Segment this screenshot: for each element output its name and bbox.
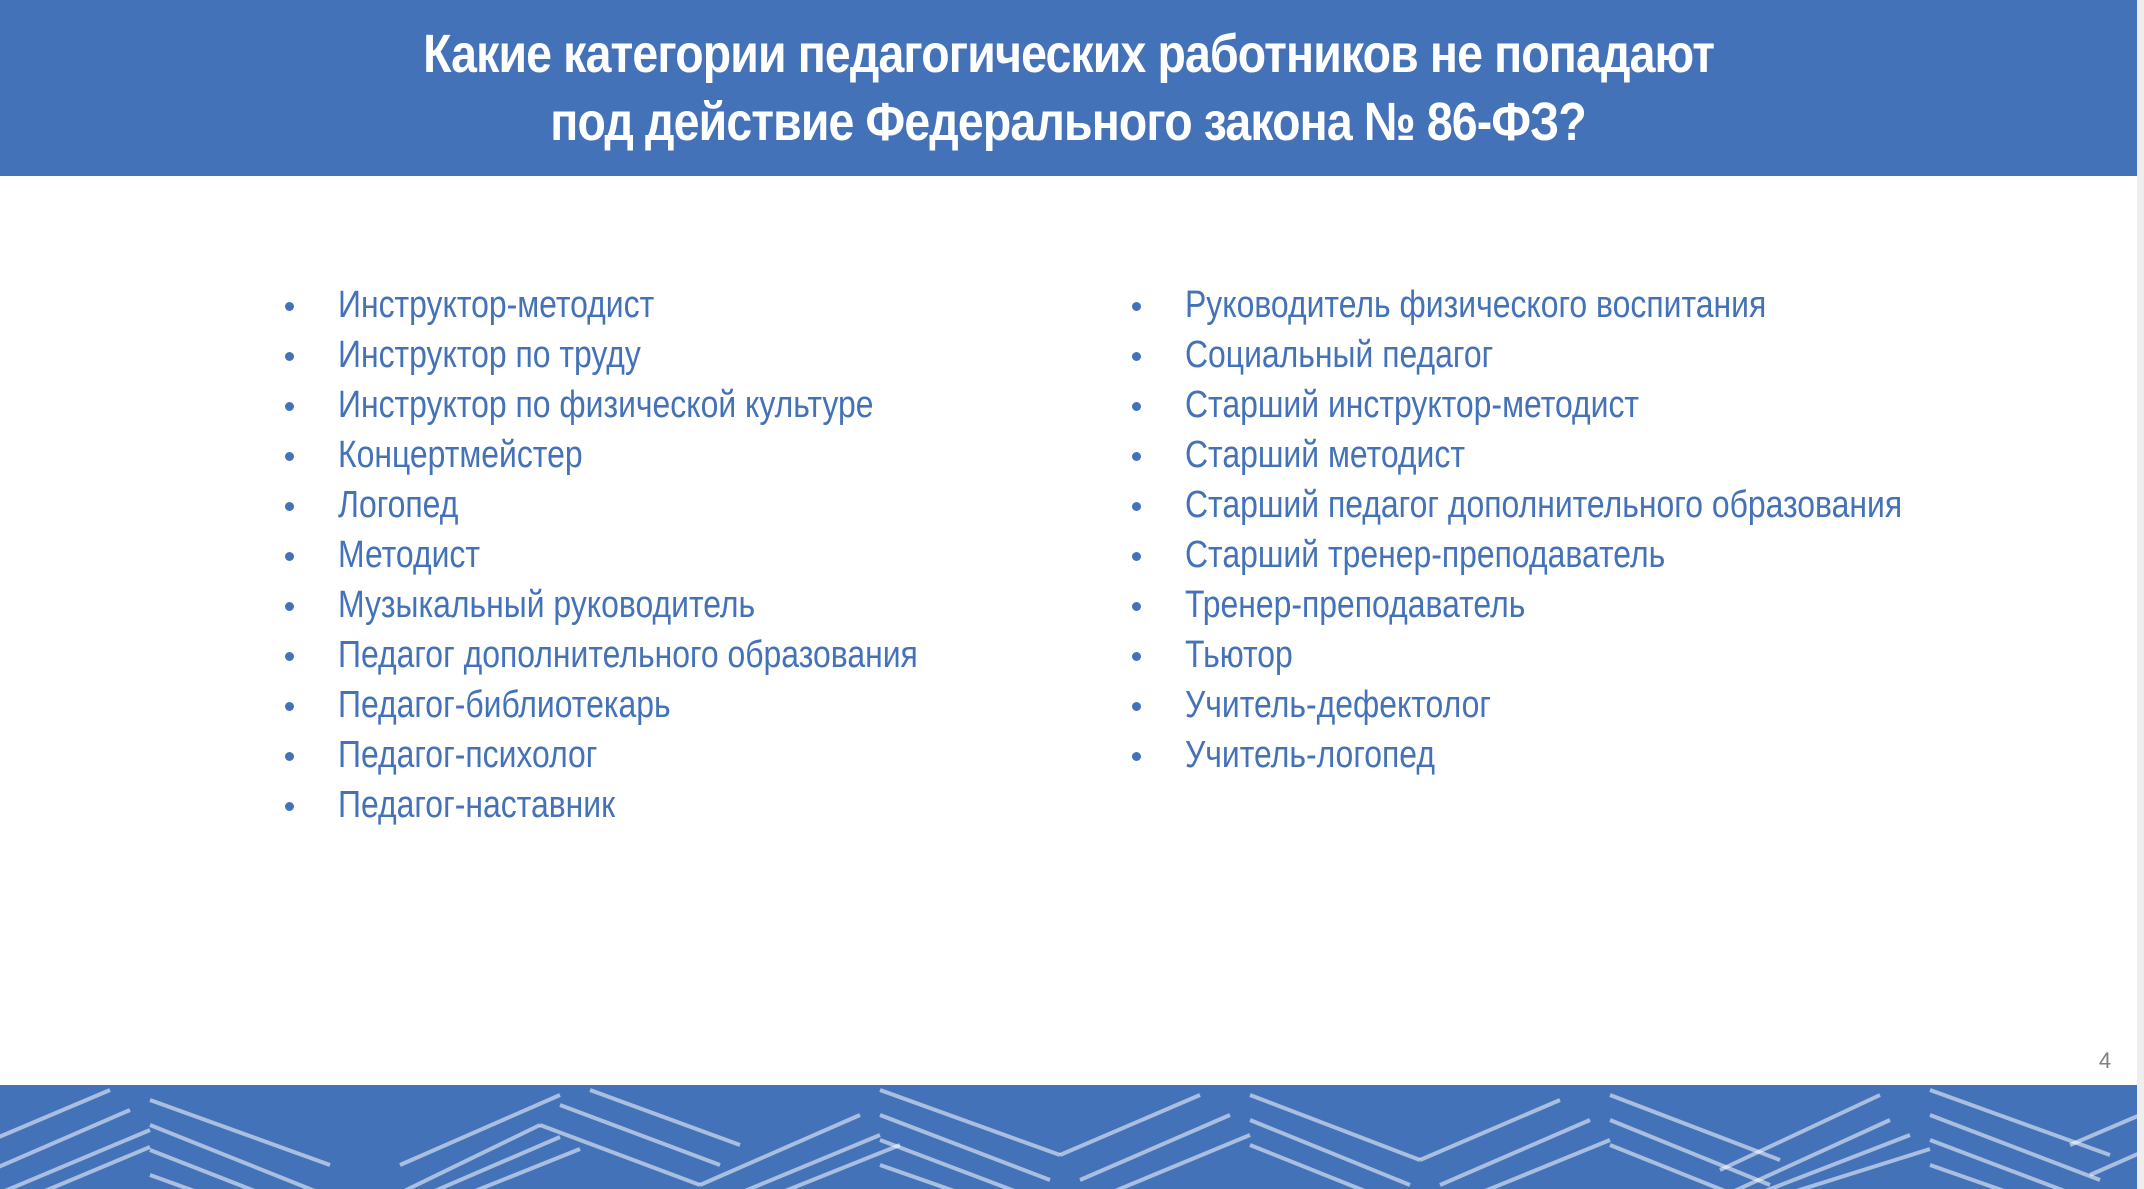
- bullet-icon: [1132, 602, 1141, 611]
- list-item: [280, 380, 1028, 430]
- footer-decorative-band: [0, 1085, 2137, 1189]
- bullet-icon: [1132, 402, 1141, 411]
- list-item: [280, 780, 1028, 830]
- list-item: [1127, 730, 2039, 780]
- chevron-pattern-decoration: [0, 1085, 2137, 1189]
- list-item: [1127, 280, 2039, 330]
- list-item: [1127, 380, 2039, 430]
- list-item: [280, 280, 1028, 330]
- list-item-text: Тренер-преподаватель: [1185, 584, 1526, 626]
- list-item: [1127, 680, 2039, 730]
- bullet-icon: [1132, 352, 1141, 361]
- window-edge: [2137, 0, 2144, 1189]
- list-item-text: Логопед: [338, 484, 459, 526]
- bullet-icon: [285, 352, 294, 361]
- list-item-text: Старший педагог дополнительного образования: [1185, 484, 1903, 526]
- bullet-icon: [285, 552, 294, 561]
- list-item-text: Методист: [338, 534, 480, 576]
- title-banner: [0, 0, 2137, 176]
- bullet-icon: [285, 302, 294, 311]
- bullet-icon: [285, 752, 294, 761]
- list-item: [1127, 480, 2039, 530]
- slide-title-line-2: под действие Федерального закона № 86-ФЗ?: [550, 92, 1587, 152]
- list-item: [1127, 580, 2039, 630]
- list-item: [1127, 330, 2039, 380]
- bullet-icon: [1132, 502, 1141, 511]
- bullet-icon: [1132, 552, 1141, 561]
- list-item-text: Инструктор-методист: [338, 284, 655, 326]
- list-item: [1127, 530, 2039, 580]
- list-item-text: Педагог дополнительного образования: [338, 634, 918, 676]
- list-item: [1127, 630, 2039, 680]
- page-number: 4: [2098, 1048, 2112, 1073]
- list-item-text: Учитель-дефектолог: [1185, 684, 1491, 726]
- bullet-icon: [285, 402, 294, 411]
- bullet-icon: [285, 452, 294, 461]
- bullet-icon: [1132, 302, 1141, 311]
- list-item: [280, 330, 1028, 380]
- list-item: [280, 530, 1028, 580]
- list-item-text: Учитель-логопед: [1185, 734, 1435, 776]
- bullet-icon: [285, 802, 294, 811]
- bullet-icon: [1132, 752, 1141, 761]
- list-item-text: Тьютор: [1185, 634, 1293, 676]
- list-item-text: Старший тренер-преподаватель: [1185, 534, 1666, 576]
- bullet-icon: [285, 702, 294, 711]
- list-item: [280, 580, 1028, 630]
- list-item: [280, 680, 1028, 730]
- bullet-icon: [1132, 452, 1141, 461]
- category-list-right: [1127, 280, 2039, 780]
- bullet-icon: [1132, 652, 1141, 661]
- list-item-text: Музыкальный руководитель: [338, 584, 756, 626]
- list-item: [1127, 430, 2039, 480]
- bullet-icon: [285, 652, 294, 661]
- list-item-text: Педагог-наставник: [338, 784, 616, 826]
- slide-title-line-1: Какие категории педагогических работников не попадают: [422, 24, 1714, 84]
- list-item-text: Педагог-психолог: [338, 734, 598, 776]
- list-item: [280, 630, 1028, 680]
- category-list-left: [280, 280, 1028, 830]
- list-item: [280, 730, 1028, 780]
- bullet-icon: [285, 502, 294, 511]
- list-item-text: Инструктор по труду: [338, 334, 641, 376]
- list-item: [280, 480, 1028, 530]
- list-item: [280, 430, 1028, 480]
- list-item-text: Социальный педагог: [1185, 334, 1494, 376]
- list-item-text: Старший инструктор-методист: [1185, 384, 1640, 426]
- list-item-text: Старший методист: [1185, 434, 1465, 476]
- list-item-text: Педагог-библиотекарь: [338, 684, 671, 726]
- bullet-icon: [1132, 702, 1141, 711]
- list-item-text: Руководитель физического воспитания: [1185, 284, 1767, 326]
- bullet-icon: [285, 602, 294, 611]
- list-item-text: Инструктор по физической культуре: [338, 384, 874, 426]
- list-item-text: Концертмейстер: [338, 434, 583, 476]
